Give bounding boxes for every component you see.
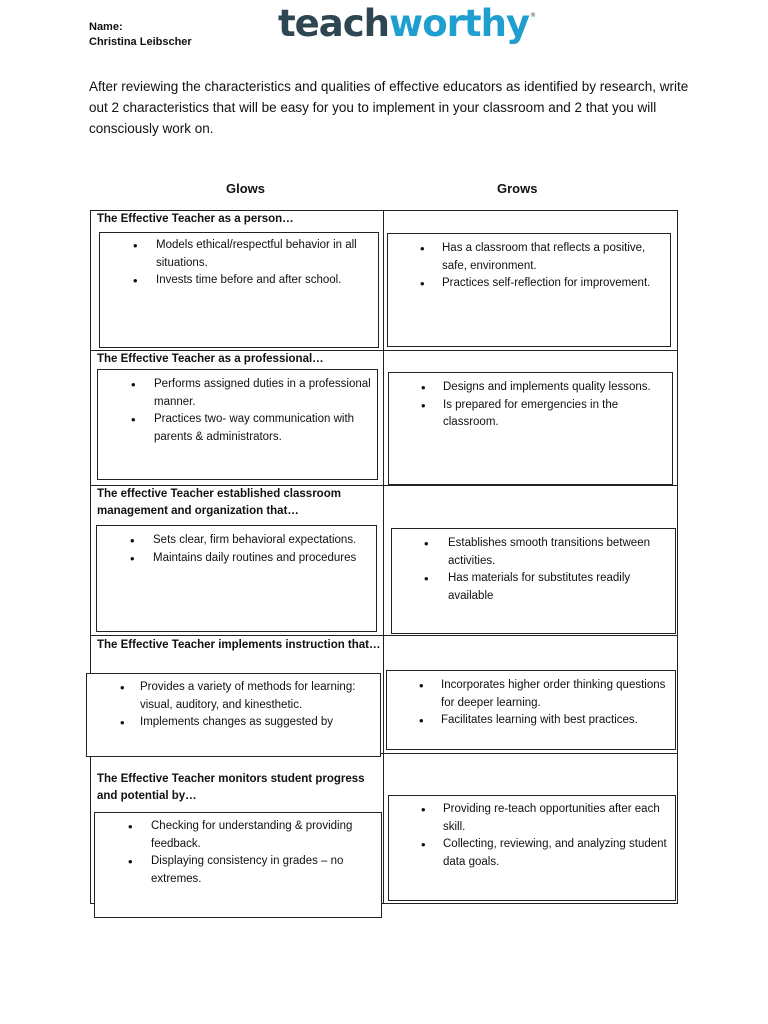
glows-box-monitoring (94, 812, 382, 918)
grow-item: • Designs and implements quality lessons. (389, 379, 672, 397)
section-title-management: The effective Teacher established classroom management and organization that… (97, 488, 341, 517)
glow-item: • Displaying consistency in grades – no extremes. (95, 853, 381, 888)
table-column-divider (383, 210, 384, 904)
glow-item: • Implements changes as suggested by (87, 714, 380, 732)
instructions-text: After reviewing the characteristics and qualities of effective educators as identified by research, write out 2 characteristics that will be easy for you to implement in your classroom and 2 that you will consciously work on. (89, 79, 689, 136)
table-border-left (90, 210, 91, 904)
grows-box-management (391, 528, 676, 634)
glow-item: • Maintains daily routines and procedures (97, 550, 376, 568)
glow-item: • Checking for understanding & providing feedback. (95, 818, 381, 853)
glow-item: • Models ethical/respectful behavior in all situations. (100, 237, 378, 272)
glows-box-person (99, 232, 379, 348)
grow-item: • Practices self-reflection for improvement. (388, 275, 670, 293)
name-block (89, 20, 192, 50)
glows-box-instruction (86, 673, 381, 757)
glow-item: • Practices two- way communication with parents & administrators. (98, 411, 377, 446)
grow-item: • Collecting, reviewing, and analyzing student data goals. (389, 836, 675, 871)
section-title-person: The Effective Teacher as a person… (97, 213, 294, 225)
teachworthy-logo (278, 2, 536, 45)
name-value: Christina Leibscher (89, 36, 192, 48)
grow-item: • Establishes smooth transitions between activities. (392, 535, 675, 570)
grows-box-monitoring (388, 795, 676, 901)
logo-registered-mark: ® (530, 12, 536, 19)
section-title-monitoring: The Effective Teacher monitors student progress and potential by… (97, 773, 365, 802)
glow-item: • Performs assigned duties in a professional manner. (98, 376, 377, 411)
grows-box-instruction (386, 670, 676, 750)
glow-item: • Invests time before and after school. (100, 272, 378, 290)
name-label: Name: (89, 21, 123, 33)
section-title-professional: The Effective Teacher as a professional… (97, 353, 324, 365)
grow-item: • Has a classroom that reflects a positive, safe, environment. (388, 240, 670, 275)
glow-item: • Provides a variety of methods for learning: visual, auditory, and kinesthetic. (87, 679, 380, 714)
glows-box-professional (97, 369, 378, 480)
section-title-instruction: The Effective Teacher implements instruction that… (97, 639, 381, 651)
logo-part-teach: teach (278, 2, 390, 45)
logo-part-worthy: worthy (389, 2, 530, 45)
grow-item: • Facilitates learning with best practices. (387, 712, 675, 730)
glow-item: • Sets clear, firm behavioral expectations. (97, 532, 376, 550)
table-row-divider (90, 635, 678, 636)
table-border-right (677, 210, 678, 904)
grows-box-person (387, 233, 671, 347)
grows-box-professional (388, 372, 673, 485)
glows-box-management (96, 525, 377, 632)
column-header-grows: Grows (497, 181, 538, 196)
column-header-glows: Glows (226, 181, 266, 196)
grow-item: • Is prepared for emergencies in the classroom. (389, 397, 672, 432)
grow-item: • Incorporates higher order thinking questions for deeper learning. (387, 677, 675, 712)
grow-item: • Has materials for substitutes readily available (392, 570, 675, 605)
grow-item: • Providing re-teach opportunities after each skill. (389, 801, 675, 836)
